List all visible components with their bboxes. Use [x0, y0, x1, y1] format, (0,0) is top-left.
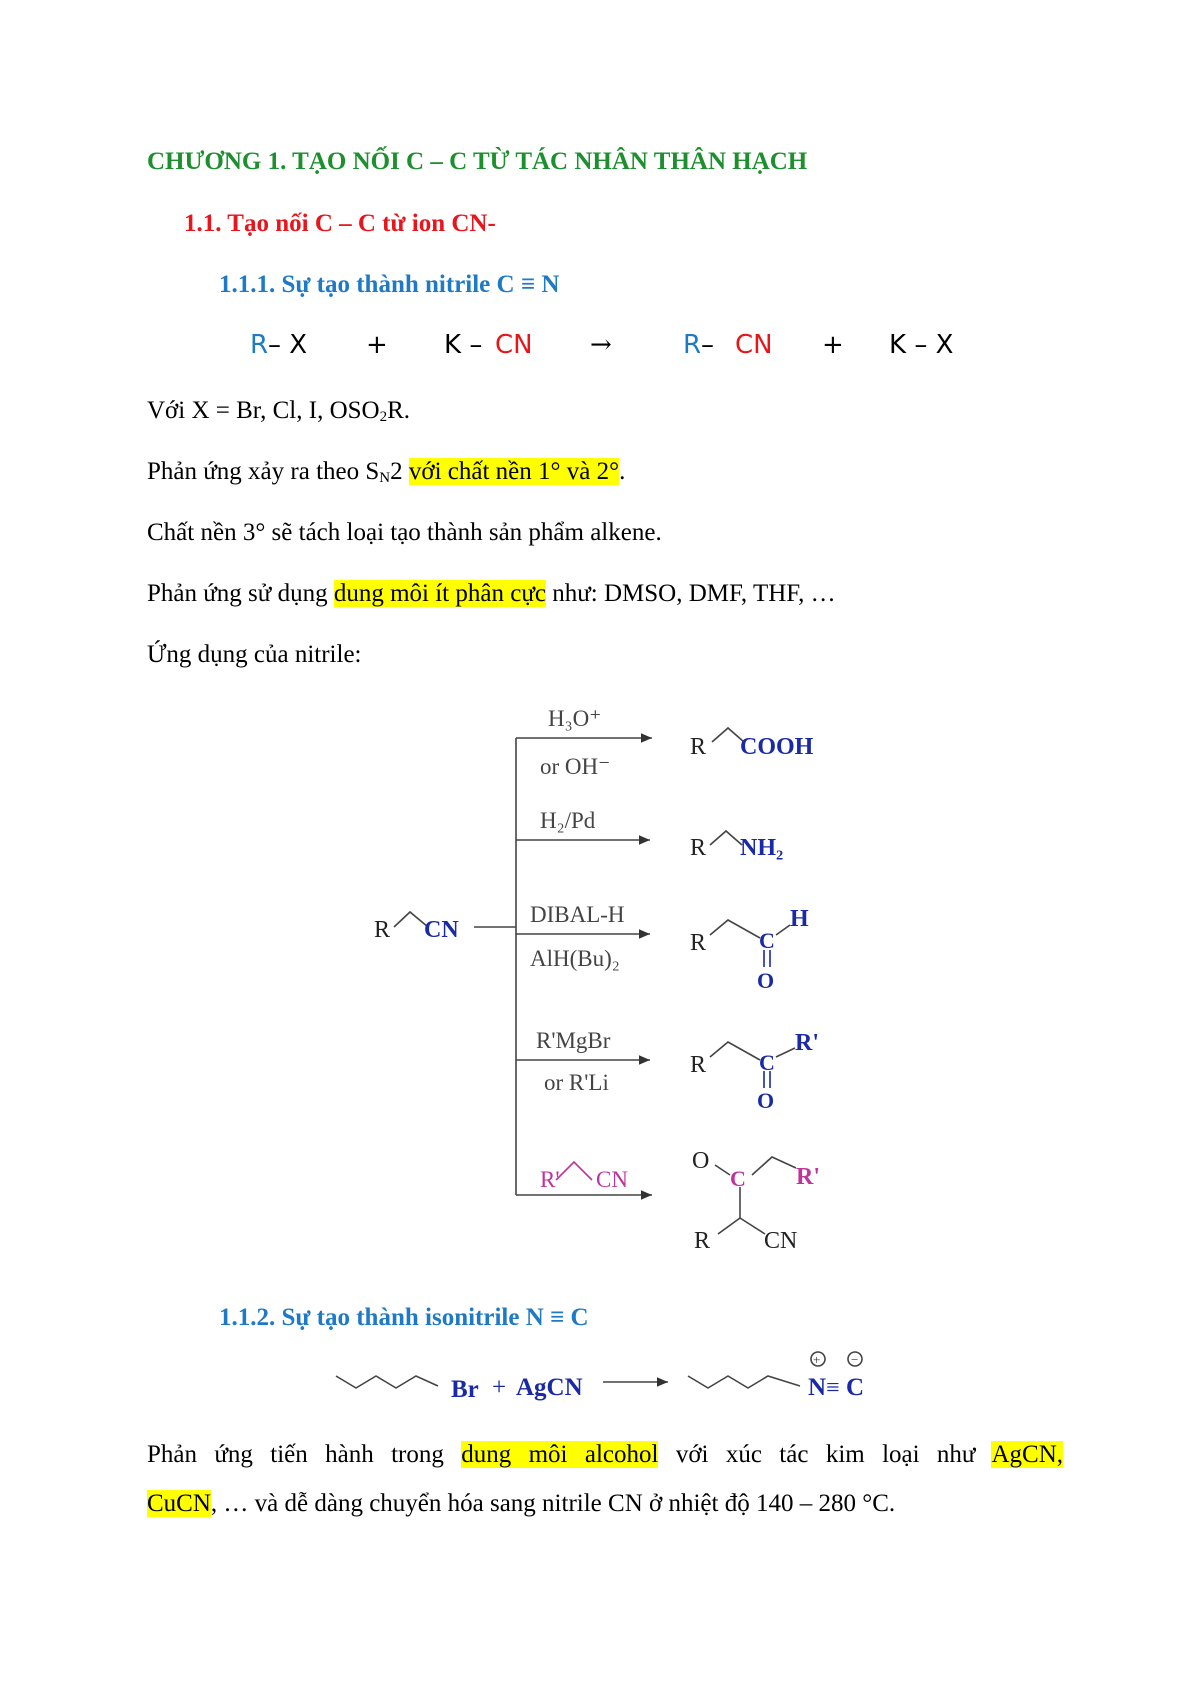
product-chain: [688, 1376, 800, 1388]
highlight-cucn: CuCN: [147, 1490, 211, 1517]
leaving-group-line: Với X = Br, Cl, I, $OSO_2R$.: [147, 397, 411, 425]
reagent5-bond: [556, 1162, 592, 1180]
highlight-solvent: dung môi ít phân cực: [333, 580, 546, 607]
reagent4-top: R'MgBr: [536, 1028, 611, 1053]
product5-cn: CN: [764, 1228, 798, 1254]
reagent2: H₂/Pd: [540, 808, 596, 833]
highlight-substrate: với chất nền 1° và 2°: [408, 458, 620, 485]
solvent-line: Phản ứng sử dụng dung môi ít phân cực như: DMSO, DMF, THF, …: [147, 580, 836, 607]
eq-arrow: →: [590, 330, 612, 360]
nitrile-application-scheme: [0, 690, 1200, 1270]
isonitrile-paragraph-line2: CuCN, … và dễ dàng chuyển hóa sang nitrile CN ở nhiệt độ 140 – 280 °C.: [147, 1490, 896, 1517]
reagent5-rprime: R': [540, 1167, 560, 1192]
tertiary-line: Chất nền 3° sẽ tách loại tạo thành sản phẩm alkene.: [147, 519, 662, 546]
product3-c: C: [759, 928, 775, 953]
product4-rprime: R': [795, 1030, 819, 1056]
start-r: R: [374, 917, 391, 943]
eq-plus1: +: [366, 330, 388, 360]
p4-bond: [710, 1042, 760, 1060]
p4-cr-bond: [776, 1048, 795, 1057]
product1-cooh: COOH: [740, 734, 814, 760]
reagent5-cn: CN: [596, 1167, 628, 1192]
application-line: Ứng dụng của nitrile:: [147, 641, 362, 668]
reagent3-top: DIBAL-H: [530, 902, 625, 927]
start-bond: [394, 912, 428, 927]
product2-r: R: [690, 835, 707, 861]
product1-r: R: [690, 734, 707, 760]
reagent3-bottom: AlH(Bu)₂: [530, 946, 620, 971]
product5-c: C: [730, 1166, 746, 1191]
p5-r-bond: [718, 1218, 740, 1234]
product4-r: R: [690, 1052, 707, 1078]
reactant-chain: [336, 1376, 438, 1388]
section-heading: 1.1. Tạo nối C – C từ ion CN-: [184, 210, 496, 237]
highlight-alcohol: dung môi alcohol: [461, 1441, 659, 1468]
product3-r: R: [690, 930, 707, 956]
subsection-heading-nitrile: 1.1.1. Sự tạo thành nitrile C ≡ N: [219, 271, 560, 298]
subsection-heading-isonitrile: 1.1.2. Sự tạo thành isonitrile N ≡ C: [219, 1304, 589, 1331]
p5-cn-bond: [740, 1218, 765, 1234]
plus-charge: +: [813, 1352, 821, 1367]
p5-oc-bond: [715, 1165, 730, 1175]
reaction-plus: +: [492, 1374, 507, 1401]
reagent4-bottom: or R'Li: [544, 1070, 609, 1095]
bromide: Br: [451, 1376, 479, 1403]
eq-r1: R: [250, 330, 269, 360]
minus-charge: −: [851, 1352, 859, 1367]
highlight-agcn: AgCN,: [991, 1441, 1064, 1468]
product4-o: O: [757, 1088, 775, 1113]
p5-right-bond: [752, 1157, 796, 1175]
reagent1-bottom: or OH⁻: [540, 754, 611, 779]
p3-ch-bond: [776, 925, 790, 935]
silver-cyanide: AgCN: [516, 1374, 583, 1401]
start-cn: CN: [424, 917, 459, 943]
reagent1-top: H₃O⁺: [548, 706, 602, 731]
sn2-line: Phản ứng xảy ra theo $S_N2$ với chất nền 1° và 2°.: [147, 458, 626, 486]
eq-cn2: CN: [735, 330, 773, 360]
product5-rprime: R': [796, 1164, 820, 1190]
isonitrile-paragraph-line1: Phản ứng tiến hành trong dung môi alcohol với xúc tác kim loại như AgCN,: [147, 1441, 1064, 1468]
isonitrile-n: N: [808, 1374, 827, 1401]
eq-cn1: CN: [495, 330, 533, 360]
product3-o: O: [757, 968, 775, 993]
eq-plus2: +: [822, 330, 844, 360]
eq-k: K –: [444, 330, 483, 360]
nitrile-equation: [0, 330, 1200, 366]
eq-kx: K – X: [889, 330, 954, 360]
product5-o: O: [692, 1148, 710, 1174]
product2-nh2: NH₂: [740, 835, 784, 861]
isonitrile-c: C: [846, 1374, 865, 1401]
product5-r: R: [694, 1228, 711, 1254]
isonitrile-triple-bond: ≡: [826, 1375, 840, 1401]
p3-bond: [710, 920, 760, 938]
chapter-title: CHƯƠNG 1. TẠO NỐI C – C TỪ TÁC NHÂN THÂN HẠCH: [147, 148, 808, 175]
eq-r2: R: [683, 330, 702, 360]
product4-c: C: [759, 1050, 775, 1075]
eq-dash2: –: [701, 330, 714, 360]
isonitrile-reaction: [0, 1348, 1200, 1408]
eq-x: – X: [268, 330, 308, 360]
p2-bond: [710, 831, 742, 845]
product3-h: H: [790, 906, 809, 932]
